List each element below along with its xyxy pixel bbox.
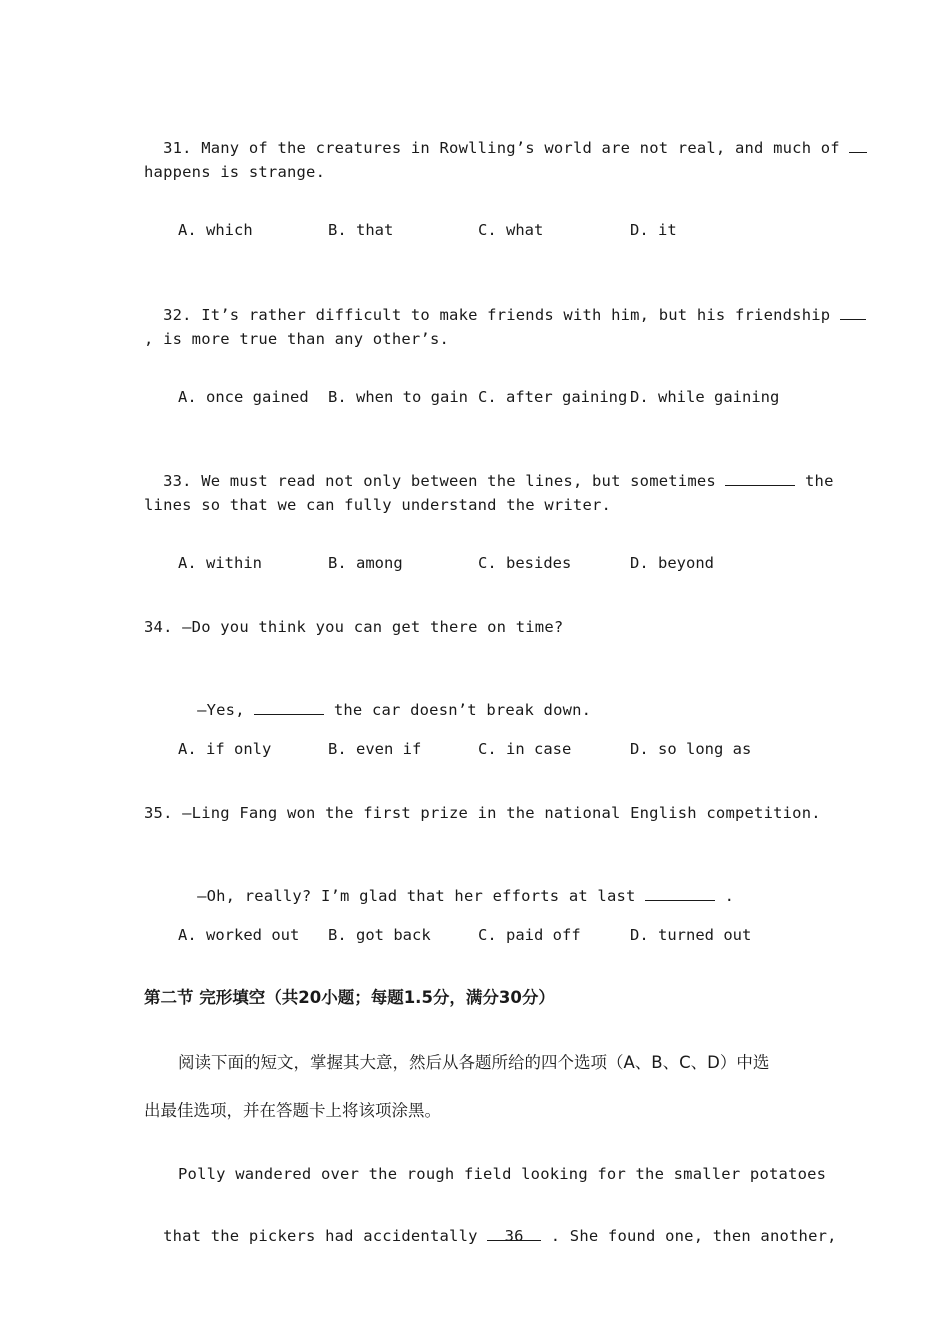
q31-option-a: A. which: [178, 221, 253, 239]
q35-stem-line2: [178, 866, 734, 906]
answer-blank: [840, 305, 866, 320]
q32-option-b: B. when to gain: [328, 388, 468, 406]
q32-option-d: D. while gaining: [630, 388, 780, 406]
q34-stem-line2: [178, 680, 591, 720]
passage-line2: [144, 1206, 837, 1246]
q31-option-b: B. that: [328, 221, 394, 239]
q32-option-c: C. after gaining: [478, 388, 628, 406]
q32-stem-line2: , is more true than any other’s.: [144, 330, 450, 348]
q32-stem-text: 32. It’s rather difficult to make friends with him, but his friendship: [163, 306, 831, 324]
q32-option-a: A. once gained: [178, 388, 309, 406]
section-heading: 第二节 完形填空（共20小题；每题1.5分，满分30分）: [144, 988, 555, 1007]
q34-option-b: B. even if: [328, 740, 422, 758]
q35-option-a: A. worked out: [178, 926, 300, 944]
q31-option-c: C. what: [478, 221, 544, 239]
q33-stem-line1: [144, 451, 834, 491]
q35-stem-line1: 35. —Ling Fang won the first prize in the national English competition.: [144, 804, 821, 822]
q33-option-b: B. among: [328, 554, 403, 572]
q35-option-d: D. turned out: [630, 926, 752, 944]
q33-option-c: C. besides: [478, 554, 572, 572]
q34-response-end: the car doesn’t break down.: [333, 701, 592, 719]
instruction-line2: 出最佳选项，并在答题卡上将该项涂黑。: [144, 1101, 441, 1120]
q33-stem-text: 33. We must read not only between the lines, but sometimes: [163, 472, 716, 490]
passage-line1: Polly wandered over the rough field looking for the smaller potatoes: [178, 1165, 827, 1183]
cloze-blank-number: 36: [504, 1227, 524, 1245]
q31-option-d: D. it: [630, 221, 677, 239]
q35-option-c: C. paid off: [478, 926, 581, 944]
q34-response-start: —Yes,: [197, 701, 245, 719]
answer-blank: [254, 700, 324, 715]
answer-blank: [849, 138, 867, 153]
q35-response-end: .: [724, 887, 735, 905]
q31-stem-line2: happens is strange.: [144, 163, 326, 181]
q32-stem-line1: [144, 285, 866, 325]
q34-stem-line1: 34. —Do you think you can get there on time?: [144, 618, 564, 636]
q31-stem-line1: [144, 118, 867, 158]
passage-text-start: that the pickers had accidentally: [163, 1227, 478, 1245]
q33-option-a: A. within: [178, 554, 262, 572]
q33-stem-text-end: the: [805, 472, 834, 490]
cloze-blank-36: [487, 1226, 541, 1245]
q35-response-start: —Oh, really? I’m glad that her efforts at last: [197, 887, 636, 905]
instruction-line1: 阅读下面的短文，掌握其大意，然后从各题所给的四个选项（A、B、C、D）中选: [178, 1053, 770, 1072]
q34-option-c: C. in case: [478, 740, 572, 758]
q35-option-b: B. got back: [328, 926, 431, 944]
q34-option-d: D. so long as: [630, 740, 752, 758]
answer-blank: [725, 471, 795, 486]
q33-stem-line2: lines so that we can fully understand the writer.: [144, 496, 612, 514]
q31-stem-text: 31. Many of the creatures in Rowlling’s world are not real, and much of: [163, 139, 840, 157]
answer-blank: [645, 886, 715, 901]
q34-option-a: A. if only: [178, 740, 272, 758]
q33-option-d: D. beyond: [630, 554, 714, 572]
passage-text-end: . She found one, then another,: [550, 1227, 837, 1245]
